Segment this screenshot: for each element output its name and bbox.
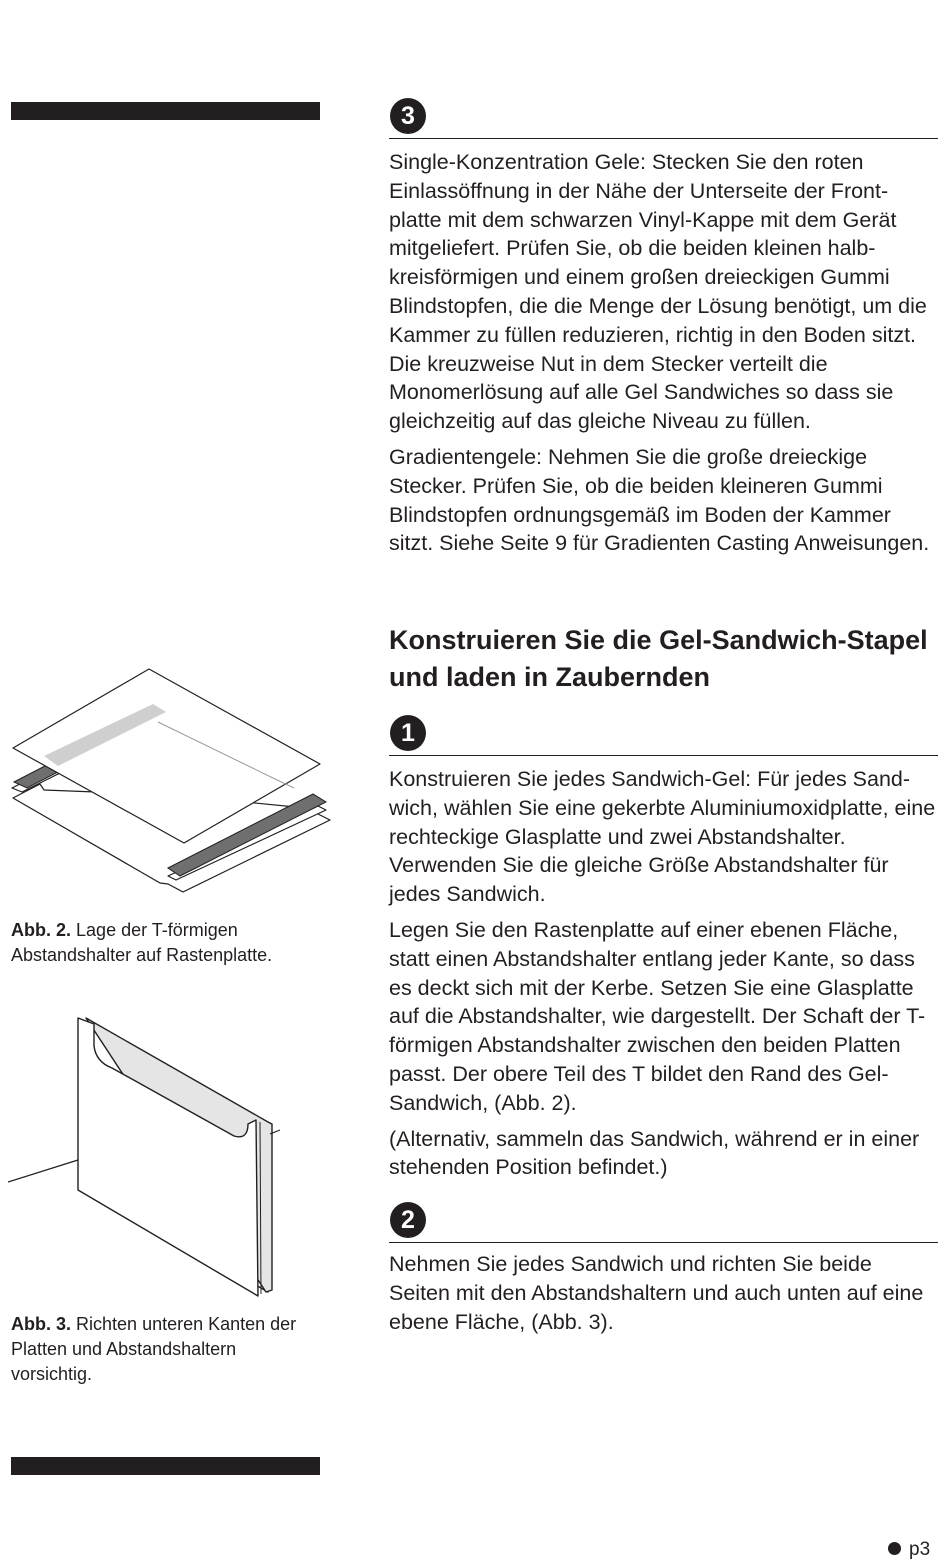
page-number-text: p3 xyxy=(909,1539,931,1560)
paragraph: (Alternativ, sammeln das Sandwich, während er in einer stehenden Position befindet.) xyxy=(389,1126,920,1180)
figure-3-caption xyxy=(11,1312,311,1387)
step-number-badge: 3 xyxy=(390,98,426,134)
step-1-text xyxy=(389,765,938,1189)
figure-caption-text: Richten unteren Kanten der Platten und Abstandshaltern vorsichtig. xyxy=(11,1314,297,1384)
step-1-header xyxy=(389,715,938,756)
paragraph: Legen Sie den Rastenplatte auf einer ebenen Fläche, statt einen Abstandshalter entlang jeder Kante, so dass es deckt sich mit der Kerbe. Setzen Sie eine Glasplatte auf die Abstandshalter, wie dargestellt. Der Schaft der T-förmigen Abstandshalter zwischen den beiden Platten passt. Der obere Teil des T bildet den Rand des Gel- Sandwich, (Abb. 2). xyxy=(389,917,926,1115)
figure-caption-text: Lage der T-förmigen Abstandshalter auf Rastenplatte. xyxy=(11,920,273,965)
step-3-header xyxy=(389,98,938,139)
top-rule-bar xyxy=(11,102,320,120)
figure-3-illustration xyxy=(8,1010,288,1300)
figure-label: Abb. 2. xyxy=(11,920,72,940)
step-number-badge: 1 xyxy=(390,715,426,751)
paragraph: Konstruieren Sie jedes Sandwich-Gel: Für jedes Sand- wich, wählen Sie eine gekerbte Aluminiumoxidplatte, eine rechteckige Glasplatte und zwei Abstandshalter. Verwenden Sie die gleiche Größe Abstandshalter für jedes Sandwich. xyxy=(389,767,936,907)
paragraph: Nehmen Sie jedes Sandwich und richten Sie beide Seiten mit den Abstandshaltern und auch unten auf eine ebene Fläche, (Abb. 3). xyxy=(389,1252,924,1334)
paragraph: Single-Konzentration Gele: Stecken Sie den roten Einlassöffnung in der Nähe der Unterseite der Front- platte mit dem schwarzen Vinyl-Kappe mit dem Gerät mitgeliefert. Prüfen Sie, ob die beiden kleinen halb- kreisförmigen und einem großen dreieckigen Gummi Blindstopfen, die die Menge der Lösung benötigt, um die Kammer zu füllen reduzieren, richtig in den Boden sitzt. Die kreuzweise Nut in dem Stecker verteilt die Monomerlösung auf alle Gel Sandwiches so dass sie gleichzeitig auf das gleiche Niveau zu füllen. xyxy=(389,150,927,434)
figure-2-illustration xyxy=(8,660,333,895)
step-2-text xyxy=(389,1250,938,1343)
figure-label: Abb. 3. xyxy=(11,1314,72,1334)
step-2-header xyxy=(389,1202,938,1243)
bullet-icon xyxy=(888,1542,901,1555)
paragraph: Gradientengele: Nehmen Sie die große dreieckige Stecker. Prüfen Sie, ob die beiden kleineren Gummi Blindstopfen ordnungsgemäß im Boden der Kammer sitzt. Siehe Seite 9 für Gradienten Casting Anweisungen. xyxy=(389,444,930,556)
step-3-text xyxy=(389,148,938,565)
figure-2-caption xyxy=(11,918,311,968)
bottom-rule-bar xyxy=(11,1457,320,1475)
section-heading: Konstruieren Sie die Gel-Sandwich-Stapel und laden in Zaubernden xyxy=(389,625,928,692)
step-number-badge: 2 xyxy=(390,1202,426,1238)
page-number xyxy=(888,1538,930,1562)
